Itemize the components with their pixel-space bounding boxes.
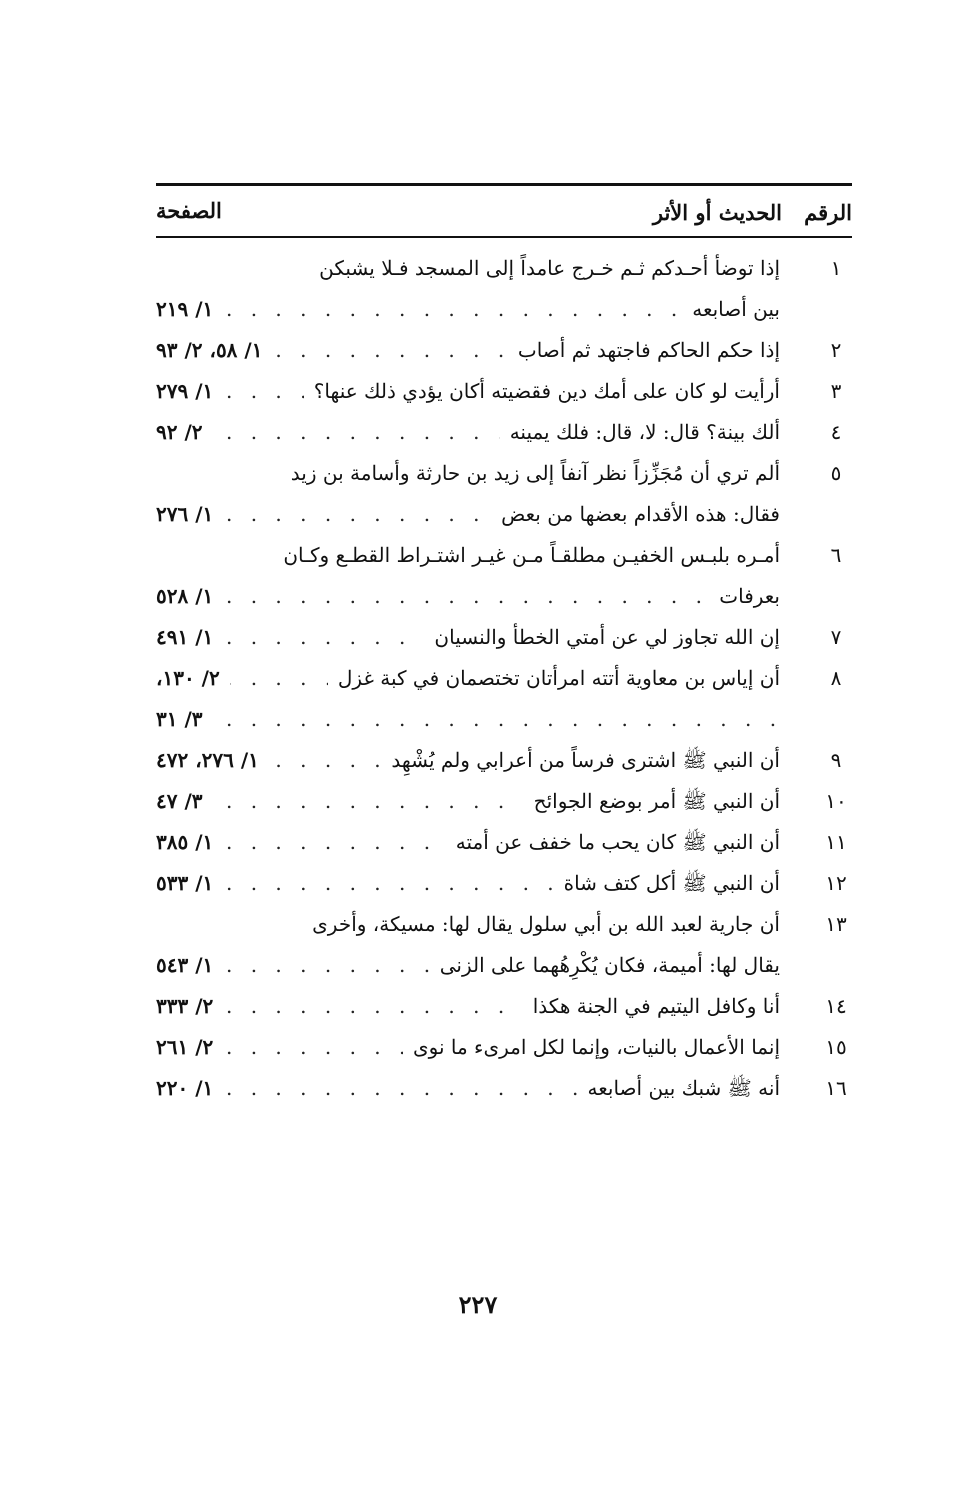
- row-text: أن النبي ﷺ اشترى فرساً من أعرابي ولم يُشْهِد: [381, 740, 780, 781]
- row-page-ref: ١/ ٥٢٨: [156, 576, 223, 617]
- index-table: [156, 183, 852, 1109]
- row-text: إذا حكم الحاكم فاجتهد ثم أصاب: [508, 330, 780, 371]
- row-number: ١١: [825, 830, 847, 854]
- row-page-ref: ١/ ٢٧٩: [156, 371, 223, 412]
- table-row: [156, 781, 852, 822]
- table-row: [156, 658, 852, 699]
- row-number: ١: [830, 256, 842, 280]
- row-page-ref: ٣/ ٤٧: [156, 781, 213, 822]
- table-row: [156, 535, 852, 576]
- row-text: إنما الأعمال بالنيات، وإنما لكل امرىء ما نوى: [403, 1027, 780, 1068]
- row-text: أن النبي ﷺ أمر بوضع الجوائح: [524, 781, 780, 822]
- header-page-label: الصفحة: [156, 198, 222, 223]
- table-header: [156, 186, 852, 236]
- row-text: أنه ﷺ شبك بين أصابعه: [578, 1068, 780, 1109]
- table-row: [156, 617, 852, 658]
- row-text: أمـره بلبـس الخفيـن مطلقـاً مـن غيـر اشتـراط القطـع وكـان: [283, 543, 780, 567]
- table-row: [156, 330, 852, 371]
- row-text: بعرفات: [709, 576, 780, 617]
- row-text: فقال: هذه الأقدام بعضها من بعض: [491, 494, 780, 535]
- table-row: [156, 248, 852, 289]
- row-page-ref: ١/ ٥٣٣: [156, 863, 223, 904]
- page-number: ٢٢٧: [458, 1290, 498, 1319]
- row-page-ref: ١/ ٣٨٥: [156, 822, 223, 863]
- row-page-ref: ١/ ٢٧٦، ٤٧٢: [156, 740, 269, 781]
- row-text: أن إياس بن معاوية أتته امرأتان تختصمان في كبة غزل: [328, 658, 780, 699]
- row-number: ١٦: [825, 1076, 847, 1100]
- row-number: ١٢: [825, 871, 847, 895]
- row-number: ٤: [830, 420, 842, 444]
- row-number: ٢: [830, 338, 842, 362]
- row-number: ٣: [830, 379, 842, 403]
- table-row: [156, 576, 852, 617]
- row-number: ٥: [830, 461, 842, 485]
- header-number-label: الرقم: [804, 200, 852, 225]
- table-row: [156, 1068, 852, 1109]
- row-text: أن جارية لعبد الله بن أبي سلول يقال لها: مسيكة، وأخرى: [312, 912, 780, 936]
- row-page-ref: ١/ ٤٩١: [156, 617, 223, 658]
- row-text: أن النبي ﷺ كان يحب ما خفف عن أمته: [446, 822, 780, 863]
- row-page-ref: ٢/ ٢٦١: [156, 1027, 223, 1068]
- row-page-ref: ١/ ٥٤٣: [156, 945, 223, 986]
- row-number: ١٣: [825, 912, 847, 936]
- table-row: [156, 945, 852, 986]
- row-page-ref: ٢/ ٣٣٣: [156, 986, 223, 1027]
- row-text: يقال لها: أميمة، فكان يُكْرِهُهما على الزنى: [430, 945, 780, 986]
- row-text: أرأيت لو كان على أمك دين فقضيته أكان يؤدي ذلك عنها؟: [304, 371, 780, 412]
- row-page-ref: ١/ ٥٨، ٢/ ٩٣: [156, 330, 272, 371]
- row-text: ألم تري أن مُجَزِّزاً نظر آنفاً إلى زيد بن حارثة وأسامة بن زيد: [290, 461, 780, 485]
- table-row: [156, 904, 852, 945]
- row-number: ٦: [830, 543, 842, 567]
- row-text: بين أصابعه: [682, 289, 780, 330]
- table-row: [156, 412, 852, 453]
- header-text-label: الحديث أو الأثر: [652, 200, 782, 225]
- row-number: ٧: [830, 625, 842, 649]
- row-number: ١٥: [825, 1035, 847, 1059]
- row-page-ref: ٢/ ١٣٠،: [156, 658, 230, 699]
- row-text: إذا توضأ أحـدكم ثـم خـرج عامداً إلى المسجد فـلا يشبكن: [319, 256, 780, 280]
- table-row: [156, 986, 852, 1027]
- table-row: [156, 740, 852, 781]
- header-rule: [156, 236, 852, 238]
- row-page-ref: ١/ ٢٧٦: [156, 494, 223, 535]
- row-page-ref: ١/ ٢١٩: [156, 289, 223, 330]
- row-text: أنا وكافل اليتيم في الجنة هكذا: [523, 986, 780, 1027]
- table-row: [156, 863, 852, 904]
- row-number: ٩: [830, 748, 842, 772]
- table-row: [156, 453, 852, 494]
- row-page-ref: ٢/ ٩٢: [156, 412, 213, 453]
- table-row: [156, 289, 852, 330]
- row-number: ٨: [830, 666, 842, 690]
- row-text: إن الله تجاوز لي عن أمتي الخطأ والنسيان: [424, 617, 780, 658]
- leader-dots: [226, 699, 780, 740]
- row-number: ١٤: [825, 994, 847, 1018]
- row-number: ١٠: [825, 789, 847, 813]
- row-text: أن النبي ﷺ أكل كتف شاة: [554, 863, 780, 904]
- table-row: [156, 371, 852, 412]
- row-text: ألك بينة؟ قال: لا، قال: فلك يمينه: [500, 412, 780, 453]
- row-page-ref: ٣/ ٣١: [156, 699, 213, 740]
- table-row: [156, 699, 852, 740]
- table-row: [156, 822, 852, 863]
- table-row: [156, 494, 852, 535]
- leader-dots: [226, 576, 780, 617]
- row-page-ref: ١/ ٢٢٠: [156, 1068, 223, 1109]
- table-body: [156, 248, 852, 1109]
- table-row: [156, 1027, 852, 1068]
